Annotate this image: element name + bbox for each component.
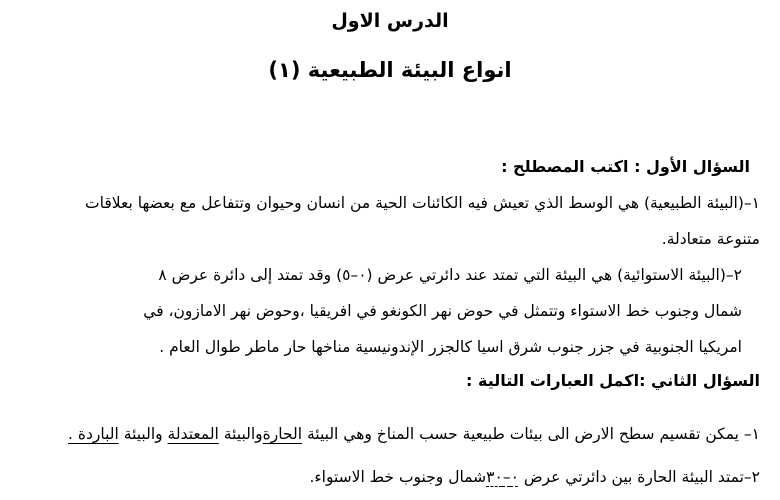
question2-item1 bbox=[10, 423, 760, 445]
question1-item1-line1: ١–(البيئة الطبيعية) هي الوسط الذي تعيش فيه الكائنات الحية من انسان وحيوان وتتفاعل مع بعضها بعلاقات bbox=[85, 194, 760, 212]
question1-item2-line2: شمال وجنوب خط الاستواء وتتمثل في حوض نهر الكونغو في افريقيا ،وحوض نهر الامازون، في bbox=[143, 302, 742, 320]
question1-item1-line2: متنوعة متعادلة. bbox=[661, 230, 760, 248]
lesson-subtitle: انواع البيئة الطبيعية (١) bbox=[268, 58, 512, 82]
answer-latitude: ٠–٣٠ bbox=[486, 468, 519, 486]
answer-hot: الحارة bbox=[262, 425, 303, 443]
question2-heading: السؤال الثاني :اكمل العبارات التالية : bbox=[466, 371, 760, 390]
lesson-title: الدرس الاول bbox=[331, 10, 449, 32]
question2-item1-prefix: ١– يمكن تقسيم سطح الارض الى بيئات طبيعية حسب المناخ وهي البيئة bbox=[302, 425, 760, 443]
question2-item1-joiner2: والبيئة bbox=[118, 425, 168, 443]
question1-heading: السؤال الأول : اكتب المصطلح : bbox=[501, 157, 750, 176]
question2-item2-prefix: ٢–تمتد البيئة الحارة بين دائرتي عرض bbox=[518, 468, 760, 486]
answer-temperate: المعتدلة bbox=[167, 425, 219, 443]
answer-cold: الباردة . bbox=[68, 425, 119, 443]
question2-item1-joiner1: والبيئة bbox=[218, 425, 263, 443]
question2-item2-suffix: شمال وجنوب خط الاستواء. bbox=[309, 468, 487, 486]
question2-item2 bbox=[10, 466, 760, 488]
question1-item2-line1: ٢–(البيئة الاستوائية) هي البيئة التي تمتد عند دائرتي عرض (٠–٥) وقد تمتد إلى دائرة عرض ٨ bbox=[158, 266, 742, 284]
question1-item2-line3: امريكيا الجنوبية في جزر جنوب شرق اسيا كالجزر الإندونيسية مناخها حار ماطر طوال العام . bbox=[159, 338, 742, 356]
